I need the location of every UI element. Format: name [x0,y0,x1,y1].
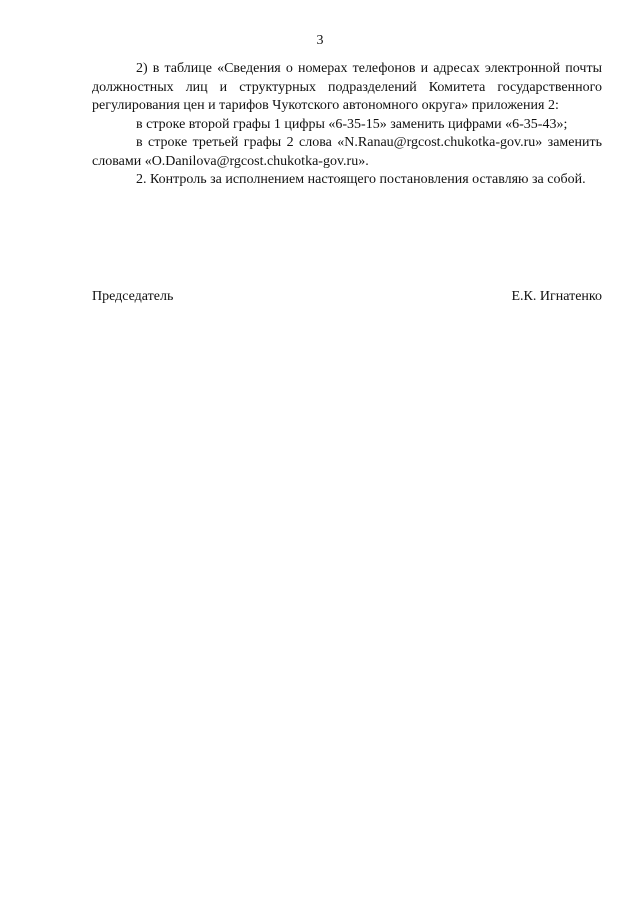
signatory-name: Е.К. Игнатенко [511,289,602,304]
paragraph-email-change: в строке третьей графы 2 слова «N.Ranau@rgcost.chukotka-gov.ru» заменить словами «O.Danilova@rgcost.chukotka-gov.ru». [92,135,602,169]
page-number: 3 [316,33,324,48]
paragraph-control-clause: 2. Контроль за исполнением настоящего постановления оставляю за собой. [136,172,586,187]
paragraph-phone-change: в строке второй графы 1 цифры «6-35-15» заменить цифрами «6-35-43»; [136,116,568,132]
paragraph-table-amendment: 2) в таблице «Сведения о номерах телефонов и адресах электронной почты должностных лиц и структурных подразделений Комитета государственного регулирования цен и тарифов Чукотского автономного округа» приложения 2: [92,61,602,113]
signature-block [92,289,602,305]
document-body [92,60,602,190]
signatory-title: Председатель [92,289,174,304]
